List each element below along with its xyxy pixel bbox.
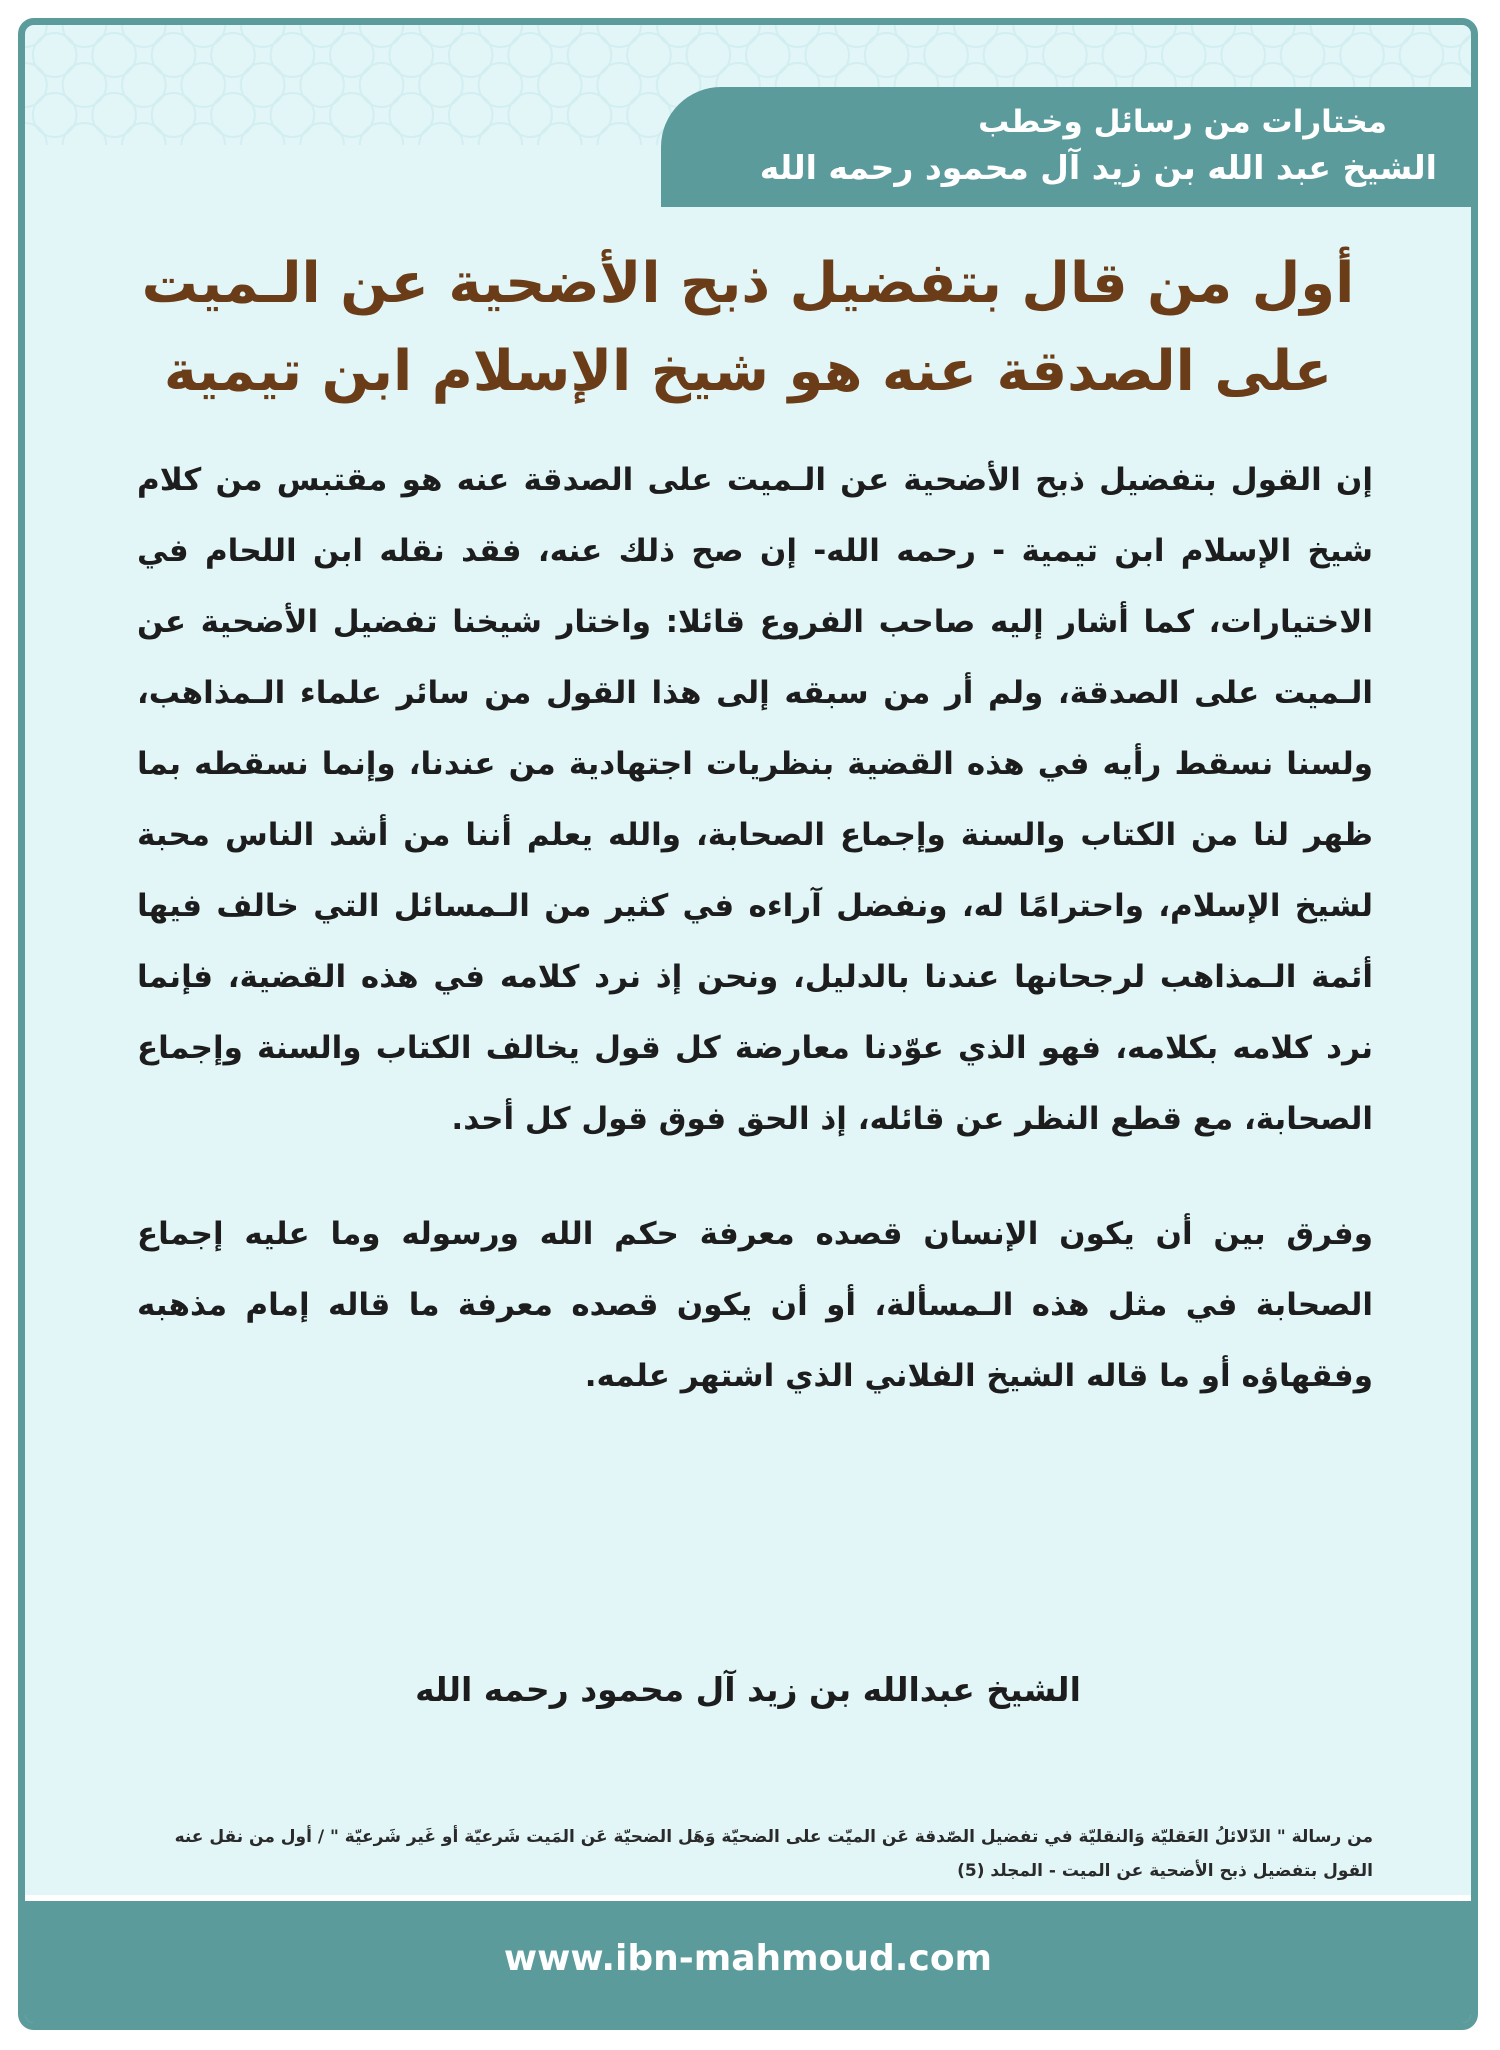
website-link[interactable]: www.ibn-mahmoud.com: [503, 1938, 993, 1979]
series-header: [661, 87, 1471, 207]
article-title: [115, 240, 1381, 416]
series-author: الشيخ عبد الله بن زيد آل محمود رحمه الله: [759, 148, 1437, 187]
article-body: [137, 445, 1373, 1412]
title-line-2: على الصدقة عنه هو شيخ الإسلام ابن تيمية: [163, 339, 1333, 404]
page-card: [18, 18, 1478, 2030]
body-paragraph-2: وفرق بين أن يكون الإنسان قصده معرفة حكم الله ورسوله وما عليه إجماع الصحابة في مثل هذه الـمسألة، أو أن يكون قصده معرفة ما قاله إمام مذهبه وفقهاؤه أو ما قاله الشيخ الفلاني الذي اشتهر علمه.: [137, 1216, 1373, 1394]
footer-bar: [25, 1895, 1471, 2023]
body-paragraph-1: إن القول بتفضيل ذبح الأضحية عن الـميت على الصدقة عنه هو مقتبس من كلام شيخ الإسلام ابن تيمية - رحمه الله- إن صح ذلك عنه، فقد نقله ابن اللحام في الاختيارات، كما أشار إليه صاحب الفروع قائلا: واختار شيخنا تفضيل الأضحية عن الـميت على الصدقة، ولم أر من سبقه إلى هذا القول من سائر علماء الـمذاهب، ولسنا نسقط رأيه في هذه القضية بنظريات اجتهادية من عندنا، وإنما نسقطه بما ظهر لنا من الكتاب والسنة وإجماع الصحابة، والله يعلم أننا من أشد الناس محبة لشيخ الإسلام، واحترامًا له، ونفضل آراءه في كثير من الـمسائل التي خالف فيها أئمة الـمذاهب لرجحانها عندنا بالدليل، ونحن إذ نرد كلامه في هذه القضية، فإنما نرد كلامه بكلامه، فهو الذي عوّدنا معارضة كل قول يخالف الكتاب والسنة وإجماع الصحابة، مع قطع النظر عن قائله، إذ الحق فوق قول كل أحد.: [137, 462, 1373, 1137]
source-citation: من رسالة " الدّلائلُ العَقليّة وَالنقليّة في تفضيل الصّدقة عَن الميّت على الضحيّة وَهَل الضحيّة عَن المَيت شَرعيّة أو غَير شَرعيّة " / أول من نقل عنه القول بتفضيل ذبح الأضحية عن الميت - المجلد (5): [174, 1827, 1373, 1881]
title-line-1: أول من قال بتفضيل ذبح الأضحية عن الـميت: [141, 251, 1355, 316]
author-signature: الشيخ عبدالله بن زيد آل محمود رحمه الله: [415, 1670, 1081, 1709]
series-title: مختارات من رسائل وخطب: [978, 104, 1387, 140]
